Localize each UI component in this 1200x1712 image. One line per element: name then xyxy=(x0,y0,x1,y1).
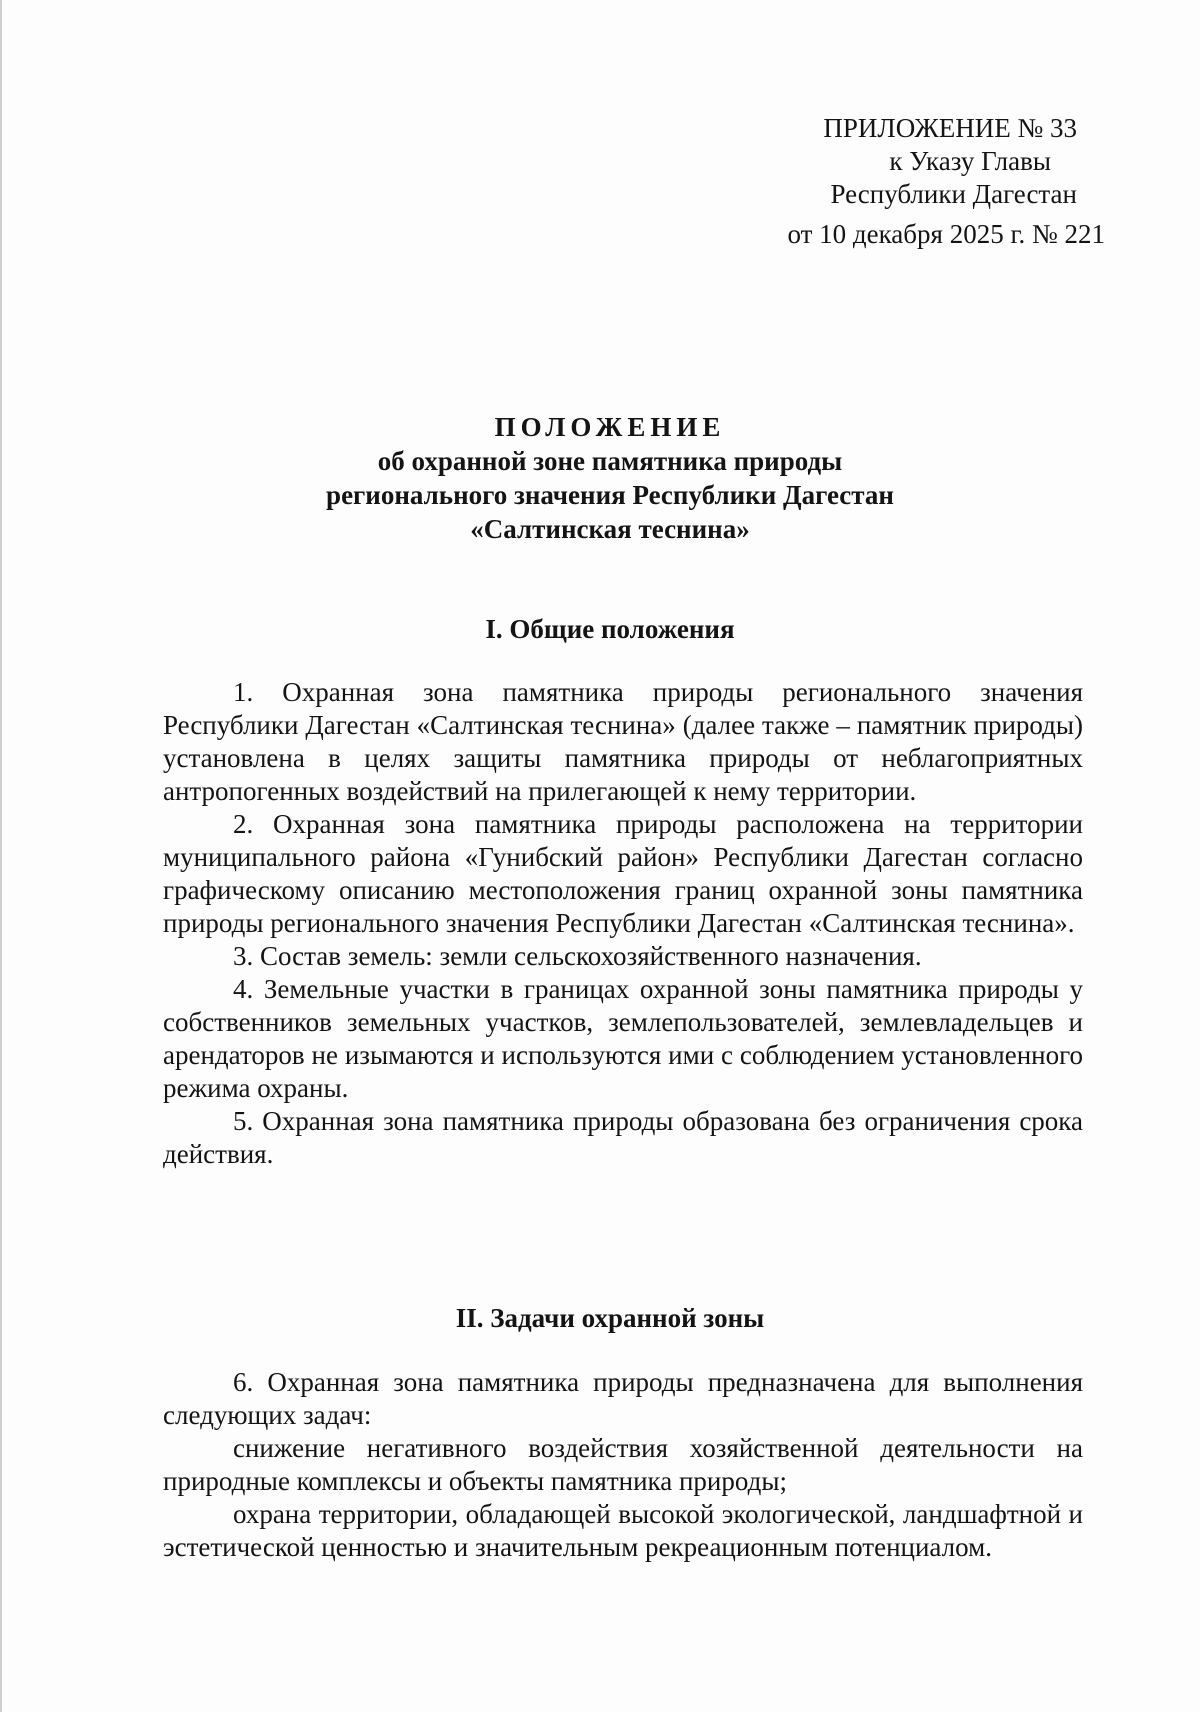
appendix-header xyxy=(685,112,1105,251)
paragraph-4: 4. Земельные участки в границах охранной зоны памятника природы у собственников земельных участков, землепользователей, землевладельцев и арендаторов не изымаются и используются ими с соблюдением установленного режима охраны. xyxy=(163,974,1083,1103)
section-2-heading: II. Задачи охранной зоны xyxy=(455,1303,765,1333)
paragraph-6-item-1: снижение негативного воздействия хозяйственной деятельности на природные комплексы и объекты памятника природы; xyxy=(163,1433,1083,1496)
section-2-body xyxy=(163,1366,1083,1564)
appendix-decree-ref: к Указу Главы xyxy=(889,146,1051,176)
document-title xyxy=(160,410,1060,546)
appendix-number: ПРИЛОЖЕНИЕ № 33 xyxy=(823,113,1077,143)
paragraph-6: 6. Охранная зона памятника природы предназначена для выполнения следующих задач: xyxy=(163,1367,1083,1430)
section-1-body xyxy=(163,676,1083,1171)
paragraph-2: 2. Охранная зона памятника природы расположена на территории муниципального района «Гунибский район» Республики Дагестан согласно графическому описанию местоположения границ охранной зоны памятника природы регионального значения Республики Дагестан «Салтинская теснина». xyxy=(163,809,1083,938)
title-line-3: «Салтинская теснина» xyxy=(470,514,750,544)
paragraph-6-item-2: охрана территории, обладающей высокой экологической, ландшафтной и эстетической ценностью и значительным рекреационным потенциалом. xyxy=(163,1499,1083,1562)
appendix-republic: Республики Дагестан xyxy=(830,179,1077,209)
appendix-date: от 10 декабря 2025 г. № 221 xyxy=(787,219,1105,249)
section-1-heading: I. Общие положения xyxy=(485,614,735,644)
paragraph-5: 5. Охранная зона памятника природы образована без ограничения срока действия. xyxy=(163,1106,1083,1169)
title-main: ПОЛОЖЕНИЕ xyxy=(494,412,726,442)
scan-edge xyxy=(0,0,2,1712)
title-line-1: об охранной зоне памятника природы xyxy=(377,446,843,476)
title-line-2: регионального значения Республики Дагестан xyxy=(326,480,894,510)
paragraph-3: 3. Состав земель: земли сельскохозяйственного назначения. xyxy=(233,941,922,971)
paragraph-1: 1. Охранная зона памятника природы регионального значения Республики Дагестан «Салтинская теснина» (далее также – памятник природы) установлена в целях защиты памятника природы от неблагоприятных антропогенных воздействий на прилегающей к нему территории. xyxy=(163,677,1083,806)
